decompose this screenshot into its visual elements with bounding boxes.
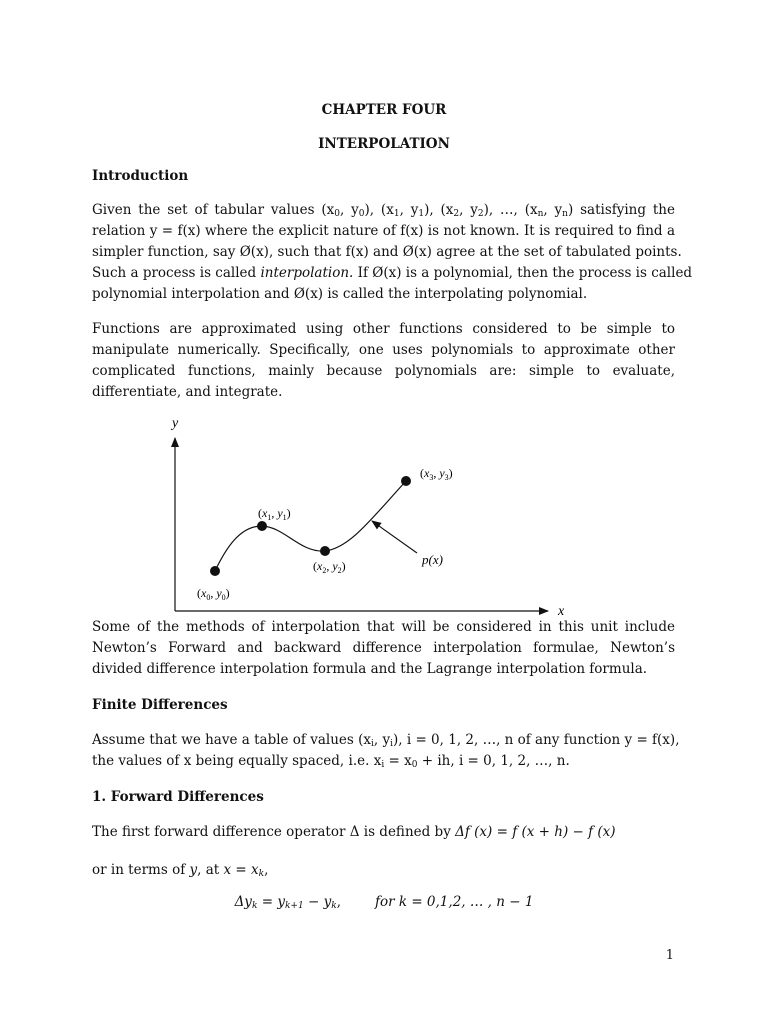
para6-comma: , [264,862,269,878]
point-label-0: ($x_0$, $y_0$) [197,586,230,602]
para4-line-2: the values of x being equally spaced, i.e. $x_i = x_0$ + ih, i = 0, 1, 2, …, n. [92,753,570,770]
finite-differences-heading: Finite Differences [92,697,228,713]
para2-line-2: manipulate numerically. Specifically, one uses polynomials to approximate other [92,342,675,358]
para3-line-3: divided difference interpolation formula and the Lagrange interpolation formula. [92,661,648,677]
para2-line-1: Functions are approximated using other functions considered to be simple to [92,321,675,337]
intro-line-2: relation y = f(x) where the explicit nature of f(x) is not known. It is required to find a [92,223,675,239]
point-label-1: ($x_1$, $y_1$) [258,506,291,522]
data-point-1 [257,521,267,531]
point-label-3: ($x_3$, $y_3$) [420,466,453,482]
forward-differences-heading: 1. Forward Differences [92,789,264,805]
para6-y: y [189,862,198,878]
paragraph-5 [92,822,675,843]
chapter-title: CHAPTER FOUR [321,102,447,118]
para3-line-2: Newton’s Forward and backward difference interpolation formulae, Newton’s [92,640,675,656]
para6-xeq: x = x [223,862,259,878]
curve-label: p(x) [422,552,443,567]
interpolating-curve [215,481,406,571]
data-point-3 [401,476,411,486]
para3-line-1: Some of the methods of interpolation that will be considered in this unit include [92,619,675,635]
forward-difference-formula: Δf (x) = f (x + h) − f (x) [455,824,616,840]
intro-line-4: Such a process is called interpolation. If Ø(x) is a polynomial, then the process is called [92,265,693,281]
y-axis-label: y [172,416,179,431]
chapter-subtitle: INTERPOLATION [318,136,450,152]
forward-difference-equation: $\Delta y_k = y_{k+1} - y_k$, for k = 0,1,2, … , n − 1 [234,894,534,911]
para6-sub-k: k [258,869,265,879]
data-point-2 [320,546,330,556]
para2-line-3: complicated functions, mainly because polynomials are: simple to evaluate, [92,363,675,379]
intro-line-3: simpler function, say Ø(x), such that f(x) and Ø(x) agree at the set of tabulated points. [92,244,682,260]
para4-line-1: Assume that we have a table of values ($x_i$, $y_i$), i = 0, 1, 2, …, n of any function y = f(x), [92,732,680,749]
intro-line-1: Given the set of tabular values ($x_0$, $y_0$), ($x_1$, $y_1$), ($x_2$, $y_2$), …, ($x_n$, $y_n$) satisfying the [92,202,675,219]
para6-text-a: or in terms of [92,862,190,878]
point-label-2: ($x_2$, $y_2$) [313,559,346,575]
paragraph-3 [92,617,675,680]
x-axis-label: x [558,604,565,619]
para5-text: The first forward difference operator Δ is defined by [92,824,456,840]
page-number: 1 [665,948,674,963]
para6-text-b: , at [197,862,224,878]
intro-line-5: polynomial interpolation and Ø(x) is called the interpolating polynomial. [92,286,588,302]
curve-pointer-arrow [372,521,417,553]
paragraph-4 [92,730,680,772]
data-point-0 [210,566,220,576]
paragraph-6 [92,860,675,881]
intro-heading: Introduction [92,168,189,184]
para2-line-4: differentiate, and integrate. [92,384,283,400]
